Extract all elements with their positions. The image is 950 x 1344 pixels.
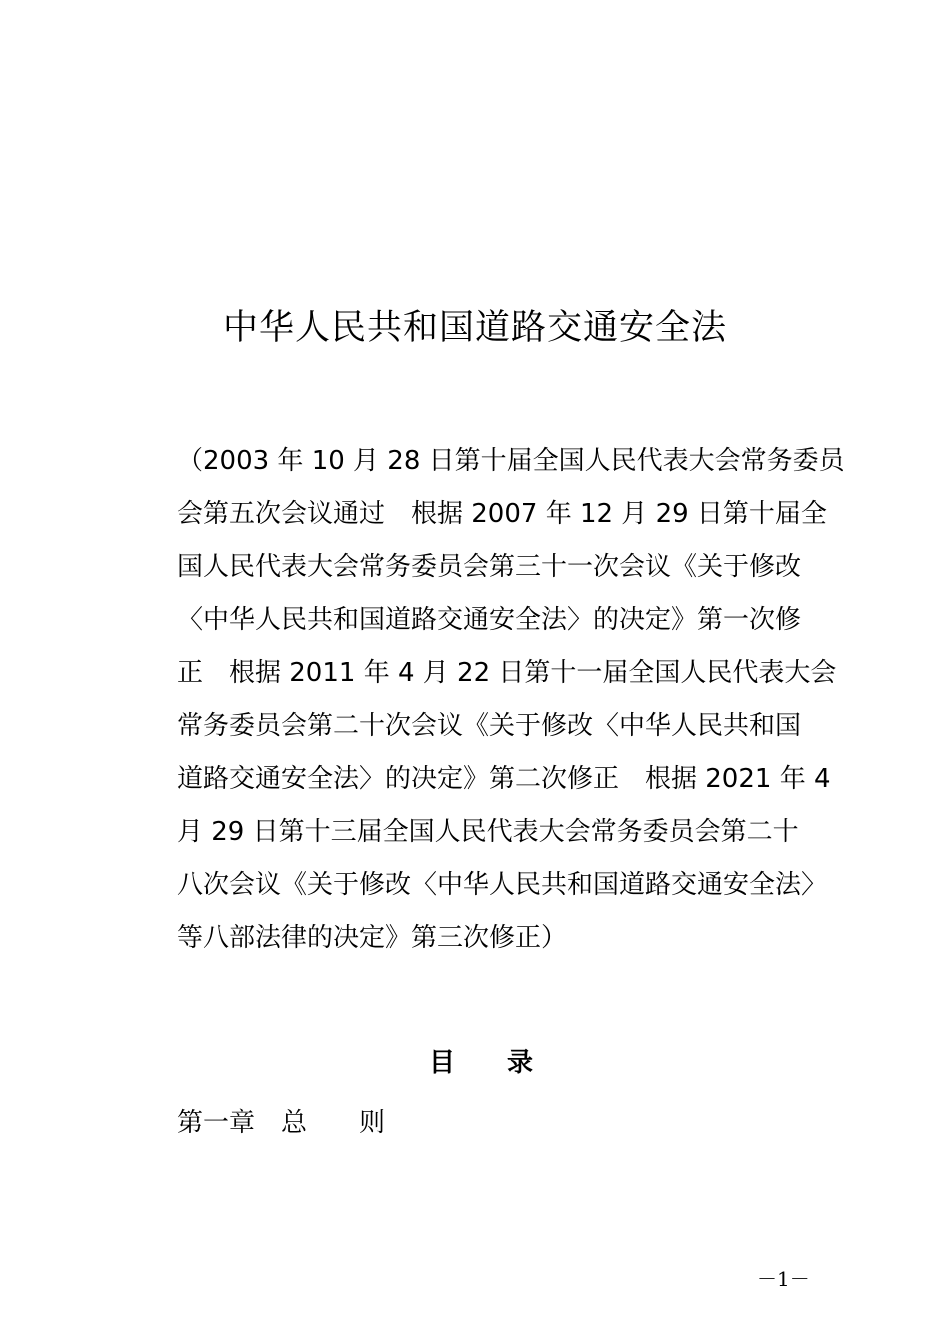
preamble-line: 国人民代表大会常务委员会第三十一次会议《关于修改 bbox=[177, 552, 802, 582]
preamble-line: （2003 年 10 月 28 日第十届全国人民代表大会常务委员 bbox=[177, 446, 845, 476]
table-of-contents-heading: 目 录 bbox=[428, 1048, 533, 1078]
preamble-line: 八次会议《关于修改〈中华人民共和国道路交通安全法〉 bbox=[177, 870, 828, 900]
preamble-line: 等八部法律的决定》第三次修正） bbox=[177, 923, 568, 953]
preamble-line: 道路交通安全法〉的决定》第二次修正 根据 2021 年 4 bbox=[177, 764, 831, 794]
toc-item-chapter-1[interactable]: 第一章 总 则 bbox=[177, 1108, 386, 1138]
document-title: 中华人民共和国道路交通安全法 bbox=[222, 308, 727, 348]
preamble-line: 会第五次会议通过 根据 2007 年 12 月 29 日第十届全 bbox=[177, 499, 827, 529]
preamble-line: 正 根据 2011 年 4 月 22 日第十一届全国人民代表大会 bbox=[177, 658, 837, 688]
preamble bbox=[177, 435, 845, 965]
preamble-line: 常务委员会第二十次会议《关于修改〈中华人民共和国 bbox=[177, 711, 802, 741]
preamble-line: 月 29 日第十三届全国人民代表大会常务委员会第二十 bbox=[177, 817, 799, 847]
page-number: －1－ bbox=[757, 1267, 810, 1291]
preamble-line: 〈中华人民共和国道路交通安全法〉的决定》第一次修 bbox=[177, 605, 802, 635]
